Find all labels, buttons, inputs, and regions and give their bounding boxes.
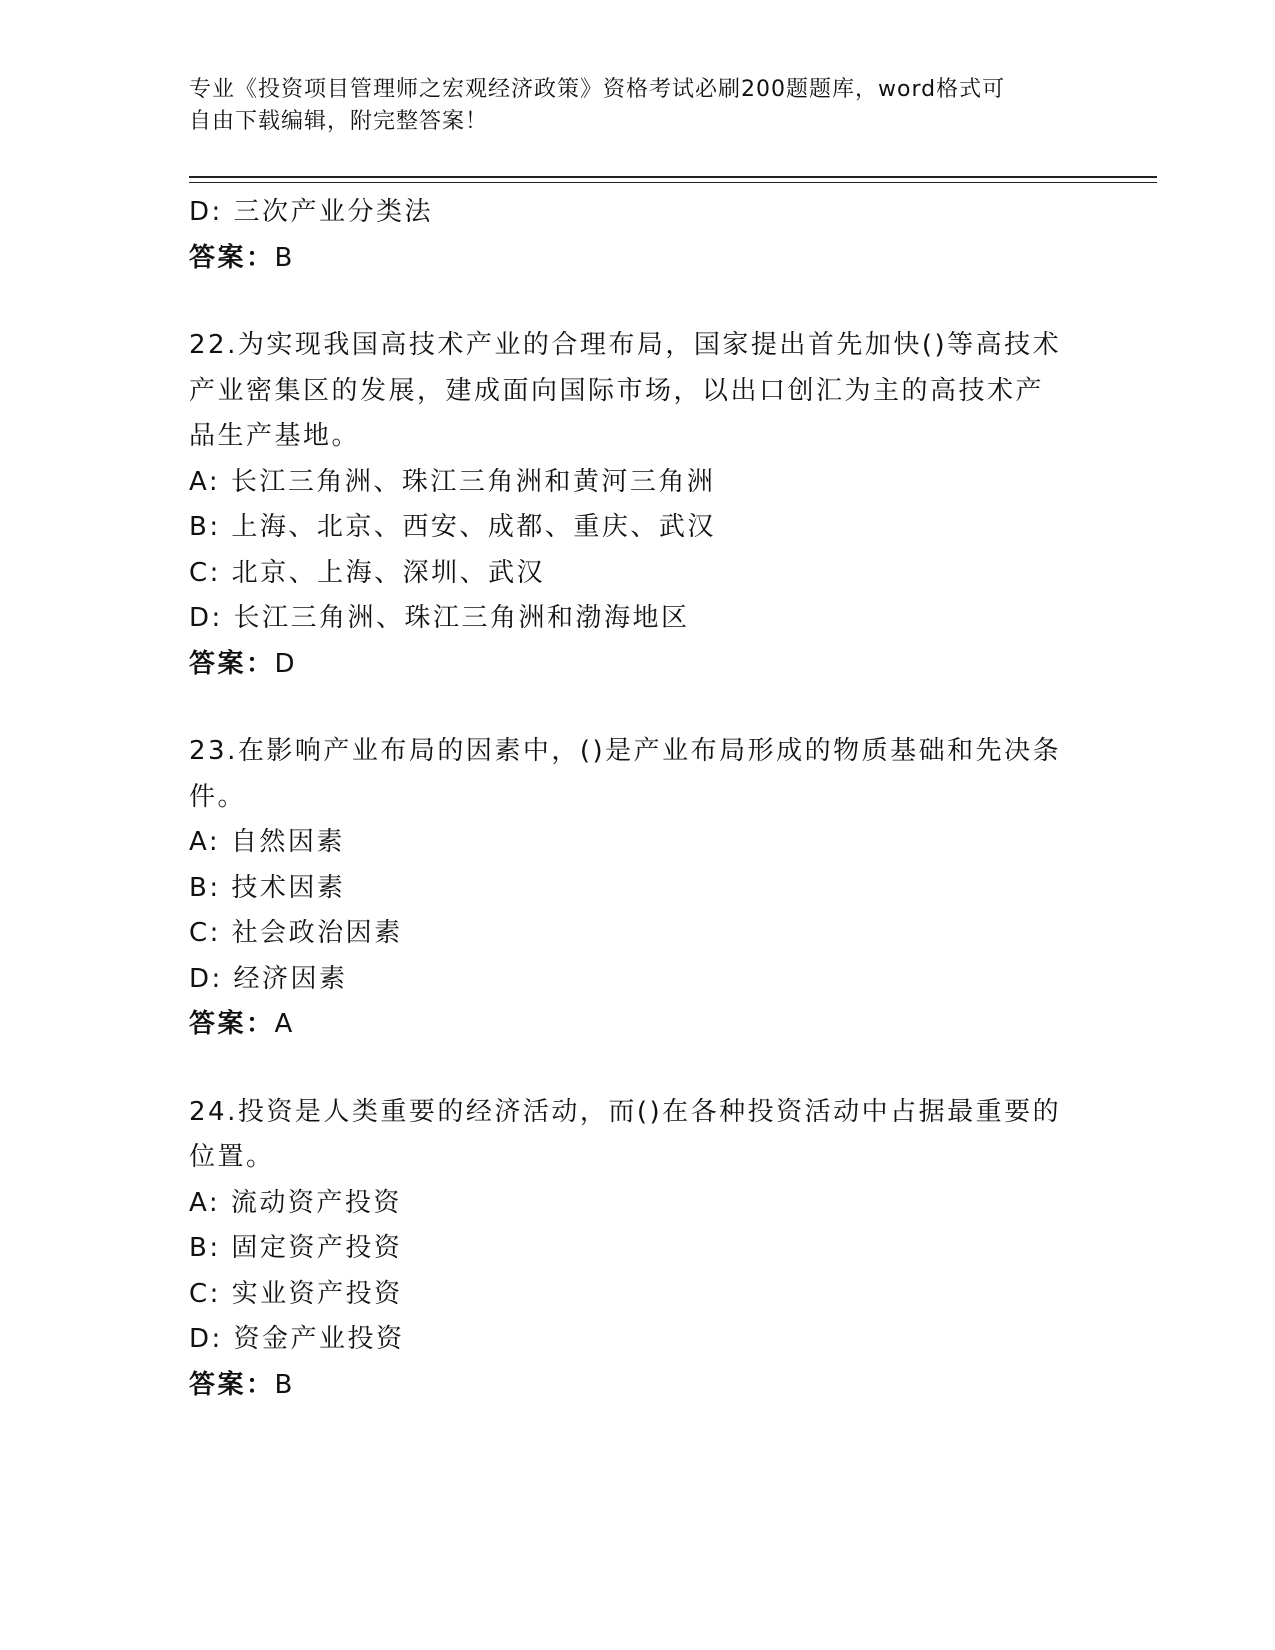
answer-value: B xyxy=(274,1369,295,1400)
question-text: 件。 xyxy=(189,781,247,812)
question-text: 位置。 xyxy=(189,1142,275,1172)
option-d: D: 资金产业投资 xyxy=(189,1324,405,1354)
option-b: B: 上海、北京、西安、成都、重庆、武汉 xyxy=(189,512,716,542)
question-text: 产业密集区的发展，建成面向国际市场，以出口创汇为主的高技术产 xyxy=(189,375,1045,406)
question-list xyxy=(189,190,1089,1450)
header-divider xyxy=(189,176,1157,178)
header-divider-thin xyxy=(189,182,1157,183)
header-line: 自由下载编辑，附完整答案！ xyxy=(189,109,489,134)
option-b: B: 技术因素 xyxy=(189,872,346,903)
answer-line xyxy=(189,236,1089,282)
question-text: 22.为实现我国高技术产业的合理布局，国家提出首先加快()等高技术 xyxy=(189,330,1062,360)
option-d: D: 经济因素 xyxy=(189,963,348,994)
header-line: 专业《投资项目管理师之宏观经济政策》资格考试必刷200题题库，word格式可 xyxy=(189,77,1006,102)
option-d: D: 三次产业分类法 xyxy=(189,197,434,227)
answer-line xyxy=(189,1002,1089,1048)
option-c: C: 北京、上海、深圳、武汉 xyxy=(189,557,546,588)
question-text: 23.在影响产业布局的因素中，()是产业布局形成的物质基础和先决条 xyxy=(189,736,1062,766)
option-a: A: 自然因素 xyxy=(189,827,345,857)
question-block xyxy=(189,729,1089,1048)
answer-value: B xyxy=(274,242,295,273)
answer-label: 答案： xyxy=(189,242,275,273)
answer-line xyxy=(189,642,1089,688)
answer-value: A xyxy=(274,1009,295,1039)
option-c: C: 实业资产投资 xyxy=(189,1278,403,1309)
question-text: 24.投资是人类重要的经济活动，而()在各种投资活动中占据最重要的 xyxy=(189,1096,1062,1127)
question-block xyxy=(189,323,1089,687)
option-a: A: 流动资产投资 xyxy=(189,1187,402,1218)
question-text: 品生产基地。 xyxy=(189,421,361,451)
answer-line xyxy=(189,1363,1089,1409)
answer-label: 答案： xyxy=(189,648,275,679)
page-header xyxy=(189,74,1069,138)
option-b: B: 固定资产投资 xyxy=(189,1233,403,1263)
answer-label: 答案： xyxy=(189,1369,275,1400)
answer-value: D xyxy=(274,648,298,679)
question-block xyxy=(189,1090,1089,1409)
answer-label: 答案： xyxy=(189,1009,275,1039)
option-a: A: 长江三角洲、珠江三角洲和黄河三角洲 xyxy=(189,466,716,497)
option-c: C: 社会政治因素 xyxy=(189,918,403,948)
option-d: D: 长江三角洲、珠江三角洲和渤海地区 xyxy=(189,603,690,633)
